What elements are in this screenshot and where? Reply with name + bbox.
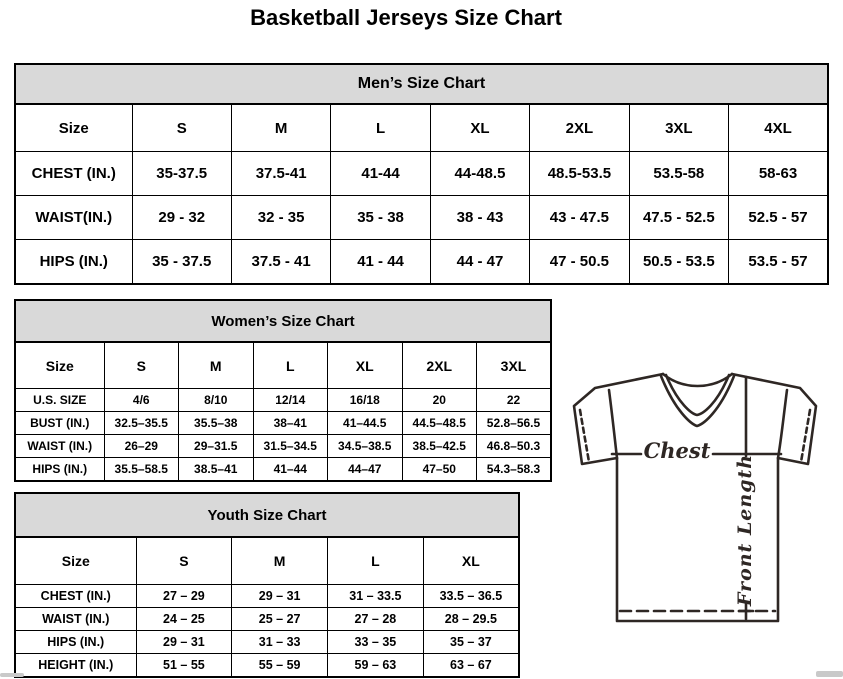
column-header: Size (15, 537, 136, 585)
size-cell: 41–44 (253, 458, 328, 482)
mens-title-row (15, 64, 828, 104)
table-row (15, 412, 551, 435)
size-cell: 37.5-41 (231, 152, 330, 196)
size-cell: 54.3–58.3 (477, 458, 552, 482)
size-cell: 59 – 63 (328, 654, 424, 678)
size-cell: 26–29 (104, 435, 179, 458)
front-length-measure-label: Front Length (734, 453, 756, 607)
size-cell: 29 - 32 (132, 196, 231, 240)
size-cell: 50.5 - 53.5 (629, 240, 728, 285)
size-cell: 33.5 – 36.5 (423, 585, 519, 608)
size-cell: 43 - 47.5 (530, 196, 629, 240)
size-cell: 4/6 (104, 389, 179, 412)
size-cell: 48.5-53.5 (530, 152, 629, 196)
column-header: 4XL (729, 104, 828, 152)
size-cell: 47 - 50.5 (530, 240, 629, 285)
size-cell: 16/18 (328, 389, 403, 412)
table-row (15, 458, 551, 482)
size-cell: 31.5–34.5 (253, 435, 328, 458)
horizontal-scrollbar-thumb-left[interactable] (0, 673, 24, 677)
column-header: XL (423, 537, 519, 585)
size-cell: 33 – 35 (328, 631, 424, 654)
row-label: BUST (IN.) (15, 412, 104, 435)
size-cell: 28 – 29.5 (423, 608, 519, 631)
size-cell: 31 – 33.5 (328, 585, 424, 608)
size-cell: 20 (402, 389, 477, 412)
mens-size-table (14, 63, 829, 285)
column-header: XL (430, 104, 529, 152)
row-label: WAIST (IN.) (15, 608, 136, 631)
size-cell: 29 – 31 (136, 631, 232, 654)
collar-outer-curve (663, 374, 732, 386)
row-label: HIPS (IN.) (15, 631, 136, 654)
size-cell: 47.5 - 52.5 (629, 196, 728, 240)
size-cell: 27 – 28 (328, 608, 424, 631)
size-cell: 38.5–41 (179, 458, 254, 482)
size-cell: 47–50 (402, 458, 477, 482)
size-cell: 51 – 55 (136, 654, 232, 678)
column-header: M (232, 537, 328, 585)
size-cell: 35 - 37.5 (132, 240, 231, 285)
column-header: Size (15, 104, 132, 152)
size-cell: 37.5 - 41 (231, 240, 330, 285)
collar-inner-v-curve (661, 376, 734, 426)
column-header: 2XL (530, 104, 629, 152)
size-cell: 53.5 - 57 (729, 240, 828, 285)
row-label: HIPS (IN.) (15, 458, 104, 482)
column-header: S (104, 342, 179, 389)
size-cell: 63 – 67 (423, 654, 519, 678)
size-cell: 22 (477, 389, 552, 412)
column-header: L (253, 342, 328, 389)
womens-header-row (15, 342, 551, 389)
mens-table-title: Men’s Size Chart (15, 64, 828, 104)
row-label: WAIST (IN.) (15, 435, 104, 458)
column-header: 3XL (477, 342, 552, 389)
column-header: XL (328, 342, 403, 389)
mens-header-row (15, 104, 828, 152)
table-row (15, 654, 519, 678)
size-cell: 41-44 (331, 152, 430, 196)
row-label: HIPS (IN.) (15, 240, 132, 285)
row-label: CHEST (IN.) (15, 152, 132, 196)
youth-table-title: Youth Size Chart (15, 493, 519, 537)
table-row (15, 389, 551, 412)
size-cell: 52.8–56.5 (477, 412, 552, 435)
size-cell: 32 - 35 (231, 196, 330, 240)
size-cell: 35.5–38 (179, 412, 254, 435)
jersey-measurement-diagram (565, 366, 825, 624)
size-cell: 8/10 (179, 389, 254, 412)
column-header: L (328, 537, 424, 585)
column-header: 2XL (402, 342, 477, 389)
size-cell: 53.5-58 (629, 152, 728, 196)
size-cell: 38–41 (253, 412, 328, 435)
youth-title-row (15, 493, 519, 537)
column-header: 3XL (629, 104, 728, 152)
table-row (15, 585, 519, 608)
row-label: CHEST (IN.) (15, 585, 136, 608)
table-row (15, 196, 828, 240)
page-title: Basketball Jerseys Size Chart (250, 5, 562, 30)
horizontal-scrollbar-thumb-right[interactable] (816, 671, 843, 677)
youth-header-row (15, 537, 519, 585)
size-cell: 29–31.5 (179, 435, 254, 458)
column-header: Size (15, 342, 104, 389)
size-cell: 44–47 (328, 458, 403, 482)
column-header: M (231, 104, 330, 152)
size-cell: 24 – 25 (136, 608, 232, 631)
size-cell: 12/14 (253, 389, 328, 412)
size-cell: 44-48.5 (430, 152, 529, 196)
womens-table-title: Women’s Size Chart (15, 300, 551, 342)
size-cell: 27 – 29 (136, 585, 232, 608)
table-row (15, 435, 551, 458)
size-cell: 44 - 47 (430, 240, 529, 285)
size-cell: 41 - 44 (331, 240, 430, 285)
row-label: U.S. SIZE (15, 389, 104, 412)
row-label: WAIST(IN.) (15, 196, 132, 240)
left-armhole-seam (609, 390, 617, 458)
size-cell: 58-63 (729, 152, 828, 196)
column-header: M (179, 342, 254, 389)
chest-measure-label: Chest (643, 438, 711, 463)
table-row (15, 152, 828, 196)
youth-size-table (14, 492, 520, 678)
size-cell: 31 – 33 (232, 631, 328, 654)
size-cell: 25 – 27 (232, 608, 328, 631)
column-header: S (136, 537, 232, 585)
jersey-outline (574, 374, 816, 621)
size-cell: 38 - 43 (430, 196, 529, 240)
right-armhole-seam (778, 390, 787, 458)
size-cell: 52.5 - 57 (729, 196, 828, 240)
table-row (15, 608, 519, 631)
size-cell: 35 – 37 (423, 631, 519, 654)
size-cell: 44.5–48.5 (402, 412, 477, 435)
column-header: L (331, 104, 430, 152)
table-row (15, 240, 828, 285)
size-cell: 34.5–38.5 (328, 435, 403, 458)
size-cell: 35-37.5 (132, 152, 231, 196)
jersey-icon (565, 366, 825, 624)
size-cell: 46.8–50.3 (477, 435, 552, 458)
womens-title-row (15, 300, 551, 342)
size-cell: 32.5–35.5 (104, 412, 179, 435)
size-cell: 41–44.5 (328, 412, 403, 435)
womens-size-table (14, 299, 552, 482)
size-cell: 35 - 38 (331, 196, 430, 240)
table-row (15, 631, 519, 654)
column-header: S (132, 104, 231, 152)
size-cell: 35.5–58.5 (104, 458, 179, 482)
size-cell: 38.5–42.5 (402, 435, 477, 458)
size-cell: 29 – 31 (232, 585, 328, 608)
size-cell: 55 – 59 (232, 654, 328, 678)
row-label: HEIGHT (IN.) (15, 654, 136, 678)
